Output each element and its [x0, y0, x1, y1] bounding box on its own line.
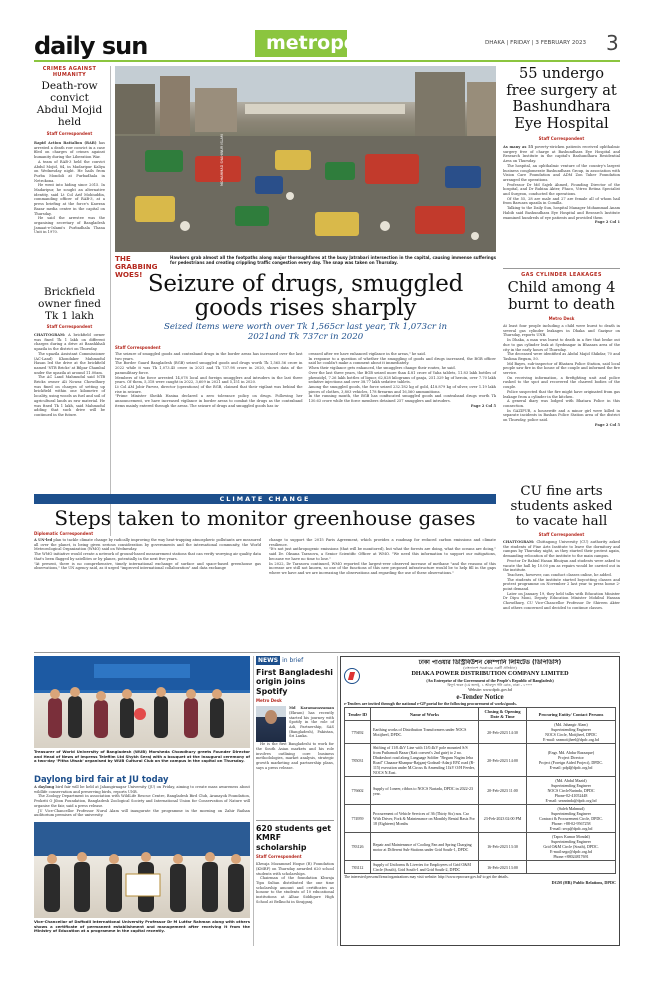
lede-lead: CHATTOGRAM: [503, 540, 535, 544]
story-byline: Staff Correspondent [46, 324, 93, 329]
works-cell: Repair and Maintenance of Cooling Fan and Spring Charging motor at Different Sub-Stations under Grid South-1, DPDC [371, 833, 479, 861]
paragraph: Of the 55, 28 are male and 27 are female all of whom hail from Baruara upazila in Comilla. [503, 196, 620, 206]
col-header: Tender ID [345, 708, 371, 721]
portrait-photo [256, 706, 286, 742]
section-name: metropolis [266, 32, 382, 54]
wub-scene [34, 656, 250, 748]
paragraph: He is the first Bangladeshi to work for the South Asian markets and his role involves outlining core business methodologies, market analysis, strategic growth marketing and partnership plans, says a press release. [256, 742, 334, 770]
story-headline: Child among 4 burnt to death [507, 279, 616, 313]
story-column: creased after we have enhanced vigilance in the areas," he said. In response to a question of whether the smuggling of goods and drugs increased, the BGB officer said he couldn't make a comment about it immediately. When their vigilance gets enhanced, the smugglers change their routes, he said. Over the last three years, the BGB seized more than 4.81 crore of Yaba tablets, 11.83 lakh bottles of phensidyl, 7.26 lakh bottles of liquor, 62,828 kilograms of ganja, 251.329 kg of heroin, over 7.70 lakh sedative injections and over 38.77 lakh sedative tablets. Among the smuggled goods, the force seized 232.182 kg of gold, 418.879 kg of silver, over 1.19 lakh pieces of clothes, 3,803 vehicles, 178 firearms and 16,560 ammunitions. In the running month, the BGB has confiscated smuggled goods and contraband drugs worth Tk 130.63 crore while the force members detained 257 smugglers and intruders. [308, 352, 496, 404]
table-row [345, 721, 616, 744]
climate-band [34, 494, 496, 504]
tender-id-cell: 776602 [345, 777, 371, 805]
paragraph: On receiving information, a firefighting unit and police rushed to the spot and recovered the charred bodies of the couple. [503, 375, 620, 390]
paragraph: He went into hiding since 2015. In Madaripur, he sought an alternative identity, said Lt Col Arif Mohiuddin, commanding officer of RAB-3, at a press briefing at the force's Kawran Bazar media centre in the capital on Thursday. [34, 183, 105, 216]
paragraph: Professor Dr Md Sajeb Ahmed, Founding Director of the hospital, and Dr Rubina Akter, Phaco, Vitreo Retina Specialist and Surgeon, conducted the operations. [503, 182, 620, 197]
column-divider [253, 656, 254, 946]
table-row [345, 744, 616, 777]
masthead-rule [34, 60, 620, 62]
notice-title: e-Tender Notice [456, 693, 504, 702]
tender-id-cell: 783126 [345, 833, 371, 861]
org-sub-bangla: (বাংলাদেশ সরকারের একটি প্রতিষ্ঠান) [463, 666, 517, 670]
section-rule [503, 268, 620, 269]
traffic-scene [115, 66, 496, 252]
tender-footer: The interested persons/firms/organizations may visit website: http://www.eprocure.gov.bd/ to get the details. [344, 875, 509, 880]
contact-cell: (Engr. Md. Abdur Razzaque) Project Director Project (Foreign Aided Project), DPDC. E-mail: pdpl@dpdc.org.bd [527, 744, 616, 777]
paragraph: He said the arrestee was the organising secretary of Bangladesh Jamaat-e-Islami's Purbadhala Thana Unit in 1970. [34, 216, 105, 235]
paragraph: A general diary was lodged with Bhatara Police in this connection. [503, 399, 620, 408]
section-rule [34, 652, 620, 653]
masthead [0, 30, 650, 64]
birdfair-story [34, 774, 250, 818]
climate-story [34, 507, 496, 576]
column-divider [110, 66, 111, 536]
org-name-bangla: ঢাকা পাওয়ার ডিস্ট্রিবিউশন কোম্পানি লিমিটেড (ডিপিডিসি) [418, 659, 562, 666]
date-cell: 20-Feb-2023 14:30 [479, 721, 527, 744]
tender-id-cell: 779492 [345, 721, 371, 744]
story-headline: 55 undergo free surgery at Bashundhara Eye Hospital [506, 65, 617, 132]
paragraph: Md Bayes, sub-inspector of Bhatara Police Station, said local people saw fire in the house of the couple and informed the fire service. [503, 361, 620, 376]
wub-caption: Treasurer of World University of Bangladesh (WUB) Morsheda Chowdhury greets Founder Director and Head of News of Impress Telefilm Ltd Shykh Seraj with a bouquet at the inaugural ceremony of a two-day 'Pitha Utsab' organised by WUB Cultural Club on the campus in the capital on Thursday. [34, 749, 250, 764]
section-rule [256, 820, 334, 821]
photo-caption-label: THE GRABBING WOES! [115, 254, 158, 279]
lede-lead: A daylong [34, 785, 55, 789]
paragraph: JU Vice-Chancellor Professor Nurul Alam will inaugurate the programme in the morning on Zahir Raihan auditorium premises of the university. [34, 808, 250, 818]
tender-signature: DGM (HR) Public Relations, DPDC [551, 880, 616, 886]
story-byline: Staff Correspondent [46, 131, 93, 136]
paragraph: The upazila Assistant Commissioner (AC-Land) Khondaker Mahmudul Hasan led the drive at the brickfield named 'NTB Bricks' at Bilpar Chambal under the upazila at around 11.00am. [34, 351, 105, 375]
story-kicker: CRIMES AGAINST HUMANITY [42, 66, 97, 78]
dpdc-logo-mark [348, 672, 355, 680]
org-website: Website: www.dpdc.gov.bd [468, 687, 512, 693]
story-byline: Staff Correspondent [538, 136, 585, 141]
col-header: Procuring Entity/ Contact Persons [527, 708, 616, 721]
story-byline: Diplomatic Correspondent [34, 531, 94, 536]
jump-line: Page 2 Col 5 [594, 422, 620, 427]
works-cell: Earthing works of Distribution Transformers under NOCS Motijheel, DPDC. [371, 721, 479, 744]
photo-credit: MOHAMMAD SHAHINUR ISLAM [220, 134, 224, 186]
news-in-brief [256, 656, 334, 770]
story-byline: Metro Desk [548, 316, 575, 321]
lede-text: (Ekram) has recently started his journey with Spotify in the role of Adi, Partnership, SAS (Bangladesh), Pakistan, Sri Lanka. [289, 710, 334, 739]
paragraph: The students of the institute started boycotting classes and protest programme on November 2 last year to press home 2-point demand. [503, 577, 620, 592]
org-address-bangla: বিদ্যুৎ ভবন (১ম তলা), ১ আবদুল গনি রোড, ঢাকা - ১০০০ [447, 682, 533, 687]
brief-label: in brief [282, 657, 304, 664]
paragraph: The hospital, an ophthalmic venture of the country's largest business conglomerate Bashundhara Group, in association with Vision Care Foundation and ADM Zon Taher Foundation arranged the operations. [503, 163, 620, 182]
lede-lead: As many as 55 [503, 145, 534, 149]
story-headline: 620 students get KMRF scholarship [256, 824, 332, 852]
table-row [345, 833, 616, 861]
tender-ad [340, 656, 620, 946]
cu-story [503, 484, 620, 611]
lede-text: A brickfield owner was fined Tk 1 lakh on different charges during a drive at Banshkhali upazila in the district on Thursday. [34, 333, 105, 352]
story-headline: Seizure of drugs, smuggled goods rises sharply [147, 271, 464, 321]
story-headline: CU fine arts students asked to vacate hall [510, 484, 613, 529]
band-label: CLIMATE CHANGE [219, 495, 311, 503]
date-cell: 20-Feb-2023 11:00 [479, 777, 527, 805]
diu-caption: Vice-Chancellor of Daffodil International University Professor Dr M Lutfar Rahman along with others shows a certificate of permanent establishment and management after receiving it from the Ministry of Education at a programme in the capital recently. [34, 919, 250, 934]
story-byline: Staff Correspondent [115, 345, 161, 350]
story-byline: Staff Correspondent [256, 854, 302, 860]
story-headline: Steps taken to monitor greenhouse gases [54, 506, 476, 530]
tender-id-cell: 783112 [345, 861, 371, 874]
lede-lead: CHATTOGRAM: [34, 333, 66, 337]
paragraph: At least four people including a child were burnt to death in several gas cylinder leakages in Dhaka and Gazipur on Thursday, reports UNB. [503, 324, 620, 338]
paragraph: Khwaja Mozammel Hoque (R) Foundation (KMRF) on Thursday awarded 620 school students with scholarships. [256, 862, 334, 876]
crimes-story [34, 66, 105, 235]
col-header: Closing & Opening Date & Time [479, 708, 527, 721]
date-cell: 20-Feb-2023 14:00 [479, 744, 527, 777]
jump-line: Page 2 Col 1 [594, 220, 620, 225]
paragraph: A team of RAB-3 held the convict Abdul Mojid, 84, in Madaripur Kaliya on Wednesday night. He hails from Purba Mondoli at Purbadhala in Netrokona. [34, 159, 105, 183]
org-name: DHAKA POWER DISTRIBUTION COMPANY LIMITED [411, 670, 569, 678]
contact-cell [527, 861, 616, 874]
contact-cell: (Tapos Kumar Mondal) Superintending Engineer Grid O&M Circle (South), DPDC. E-mail:sego@dpdc.org.bd Phone:+88024817691 [527, 833, 616, 861]
photo-caption: Hawkers grab almost all the footpaths along major thoroughfares at the busy Jatrabari intersection in the capital, causing immense sufferings for pedestrians and creating crippling traffic congestion every day. The snap was taken on Thursday. [170, 255, 496, 265]
date-cell: 16-Feb-2023 13:30 [479, 833, 527, 861]
contact-cell: (Md. Jahangir Alam) Superintending Engineer NOCS Circle, Motijheel, DPDC E-mail: seamotijheel@dpdc.org.bd [527, 721, 616, 744]
paragraph: Later on January 19, they held talks with Education Minister Dr Dipu Moni, Deputy Education Minister Mohibul Hassan Chowdhury, CU Vice-Chancellor Professor Dr Shireen Akter and others concerned and decided to continue classes. [503, 591, 620, 610]
story-headline: First Bangladeshi origin joins Spotify [256, 668, 333, 696]
table-row [345, 805, 616, 833]
lede-lead: A UN-led [34, 538, 53, 542]
lede-text: bird fair will be held at Jahangirnagar University (JU) on Friday, aiming to create mass awareness about wildlife conservation and preserving birds, reports UNB. [34, 785, 251, 794]
column-divider [337, 656, 338, 946]
brief-tag [256, 656, 334, 665]
story-kicker: GAS CYLINDER LEAKAGES [521, 272, 602, 278]
lede-lead: Rapid Action Battalion (RAB) [34, 141, 97, 145]
tender-table [344, 707, 616, 874]
paragraph: In Dhaka, a man was burnt to death in a fire that broke out due to gas cylinder leak at Syedmagar in Bhasara area of the city in the early hours of Thursday. [503, 338, 620, 352]
contact-cell: (Md. Abdul Mazid) Superintending Engineer NOCS CircleNarinda, DPDC Phone-02-41052448 E-mail: seanrinda@dpdc.org.bd [527, 777, 616, 805]
lede-text: poverty-stricken patients received ophthalmic surgery free of charge at Bashundhara Eye Hospital and Research Institute in the capital's Bashundhara Residential Area on Thursday. [503, 145, 620, 164]
surgery-story [503, 66, 620, 225]
seizure-story [115, 272, 496, 408]
paper-logo: daily sun [34, 32, 148, 60]
wub-photo [34, 656, 250, 748]
paragraph: Teachers, however, can conduct classes online, he added. [507, 572, 612, 577]
paragraph: Chairman of the foundation Khwaja Tipu Sultan distributed the one time scholarship amount and certificates as honour to the students of 10 educational institutions at Alhaz Siddiqure High School at Belkuchi in Sirajganj. [256, 876, 334, 904]
story-headline: Brickfield owner fined Tk 1 lakh [38, 286, 101, 322]
contact-cell: (Saleh Mahmud) Superintending Engineer Contract & Procurement Circle, DPDC. Phone: +88-02-9567258 E-mail: secp@dpdc.org.bd [527, 805, 616, 833]
works-cell: Supply of 1oneer, ribbos to NOCS Nariada, DPDC in 2022-23 year. [371, 777, 479, 805]
dateline: DHAKA | FRIDAY | 3 FEBRUARY 2023 [485, 40, 587, 46]
brickfield-story [34, 286, 105, 418]
brief-box: NEWS [258, 657, 279, 664]
traffic-photo [115, 66, 496, 252]
paragraph: The Zoology Department in association with WildLife Rescue Centre, Bangladesh Bird Club, Aranayok Foundation, Prokriti O Jibon Foundation, Bangladesh Zoological Society and International Union for Conservation of Nature will organise the fair, said a press release. [34, 794, 250, 808]
story-byline: Staff Correspondent [538, 532, 585, 537]
lede-lead: Md Karamauzzaman [289, 706, 334, 711]
notice-intro: e-Tenders are invited through the national e-GP portal for the following procurement of works/goods. [344, 701, 517, 707]
story-column: change to support the 2015 Paris Agreement, which provides a roadmap for reduced carbon emissions and climate resilience. "It's not just anthropogenic emissions (that will be monitored), but what the forests are doing, what the oceans are doing," said Dr. Oksana Tarasova, a Senior Scientific Officer at WMO. "We need this information to support our mitigations, because we have no time to lose." In 2022, Dr Tarasova continued, WMO reported the largest-ever observed increase of methane "and the reasons of this increase are still not known, so one of the functions of this new proposed infrastructure would be to help fill in the gaps where we have and we are increasing the observations and regarding the use of these observations." [269, 538, 496, 575]
table-row [345, 777, 616, 805]
org-gov: (An Enterprise of the Government of the People's Republic of Bangladesh) [426, 677, 554, 683]
lede-text: Chittagong University (CU) authority asked the students of Fine Arts Institute to leave the dormitory and campus by Thursday night, as they started their protest again, demanding relocation of the institute to the main campus. [503, 540, 620, 559]
paragraph: Proctor Dr Rabiul Hasan Bhuiyan and students were asked to vacate the hall by 10.00 pm as repairs would be carried out in the institute. [503, 558, 620, 573]
story-column: The seizure of smuggled goods and contraband drugs in the border areas has increased over the last two years. The Border Guard Bangladesh (BGB) seized smuggled goods and drugs worth Tk 1,565.56 crore in 2022 while it was Tk 1,073.45 crore in 2021 and Tk 737.98 crore in 2020, shows data of the paramilitary force. Members of the force arrested 14,078 local and foreign smugglers and intruders in the last three years. Of them, 5,318 were caught in 2022, 3,609 in 2021 and 5,151 in 2020. Lt Col AM Jobir Parvez, director (operations) of the BGB, claimed that their vigilant was behind the rise in seizure. "Prime Minister Sheikh Hasina declared a zero tolerance policy on drugs. Following her announcement, we have increased vigilance in border areas to combat the drugs as the contraband items mainly entered through the areas. The seizure of drugs and smuggled goods has in- [115, 352, 303, 408]
col-header: Name of Works [371, 708, 479, 721]
portrait-face [265, 710, 277, 724]
jump-line: Page 2 Col 5 [470, 403, 496, 408]
table-row [345, 861, 616, 874]
diu-scene [34, 822, 250, 918]
cylinder-story [503, 272, 620, 427]
paragraph: The deceased were identified as Abdul Majid Shikdar, 70 and Taslima Begum, 50. [503, 352, 620, 361]
diu-photo [34, 822, 250, 918]
story-headline: Daylong bird fair at JU today [34, 774, 169, 784]
paragraph: Talking to the Daily Sun, hospital Manager Mohammad Anam Habib said Bashundhara Eye Hospital and Research Institute examined hundreds of eye patients and provided them [503, 206, 620, 220]
lede-text: has arrested a death row convict in a case filed on charges of crimes against humanity during the Liberation War. [34, 141, 105, 160]
works-cell: Supply of Uniforms & Liveries for Employees of Grid O&M Circle (South), Grid South-1 and Grid South-2, DPDC [371, 861, 479, 874]
dpdc-logo [344, 668, 360, 684]
story-deck: Seized items were worth over Tk 1,565cr last year, Tk 1,073cr in 2021and Tk 737cr in 2020 [163, 322, 448, 342]
story-byline: Metro Desk [256, 698, 282, 704]
paragraph: Police suspected that the fire might have originated from gas leakage from a cylinder in the kitchen. [503, 389, 620, 399]
story-headline: Death-row convict Abdul Mojid held [36, 80, 103, 128]
paragraph: The AC Land Mahmudul said NTB Bricks owner Ali Nowaz Chowdhury was fined on charges of setting up brickfield within one kilometre of locality, using woods as fuel and soil of agricultural lands as raw material. He was fined Tk 1 lakh, said Mahmudul adding that such drive will be continued in the future. [34, 375, 105, 417]
lede-text: plan to tackle climate change by radically improving the way heat-trapping atmospheric pollutants are measured all over the planet, is being given serious consideration by governments and the international community, the World Meteorological Organization (WMO) said on Wednesday. The WMO initiative would create a network of ground-based measurement stations that can verify worrying air quality data that's been flagged by satellites or by planes, potentially in the next five years. "At present, there is no comprehensive, timely international exchange of surface and space-based greenhouse gas observations," the UN agency said, as it urged "improved international collaboration" and data exchange [34, 538, 261, 571]
works-cell: Procurement of Vehicle Services of 36 (Thirty Six) nos. Car With Driver, Fork & Maintenance on Monthly Rental Basis For 18 (Eighteen) Months [371, 805, 479, 833]
tender-id-cell: 774959 [345, 805, 371, 833]
date-cell: 23-Feb-2023 02:00 PM [479, 805, 527, 833]
date-cell: 16-Feb-2023 13:00 [479, 861, 527, 874]
tender-id-cell: 785031 [345, 744, 371, 777]
page-number: 3 [606, 31, 619, 55]
works-cell: Shifting of 11/0.4kV Line with 11/0.4kV pole mounted S/S from Puthamali Bazar (Kait convert's 2nd gate) to 2 no. Dhakeshori road along Language Soldier "Begum Nagim Jeba Road" Chaaara-Khanpur-Rajganj-Godnail-Adarji EPZ road (R-115) execution under M.Circus & Amending 11kV O/H Feeder, NOCS N.East. [371, 744, 479, 777]
kmrf-story [256, 824, 334, 905]
paragraph: In GAZIPUR, a housewife and a minor girl were killed in separate incidents in Bashan Police Station area of the district on Thursday, police said. [503, 408, 620, 423]
